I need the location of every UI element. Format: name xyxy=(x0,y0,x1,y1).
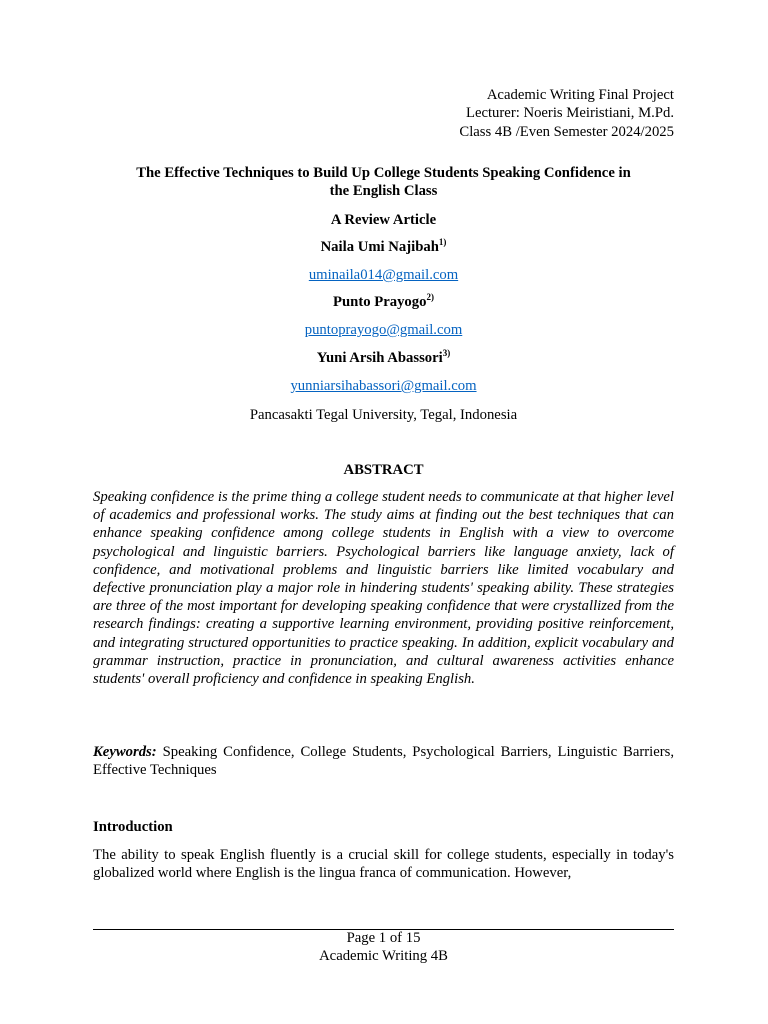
article-type: A Review Article xyxy=(330,212,437,228)
author-3-email-link[interactable]: yunniarsihabassori@gmail.com xyxy=(290,378,477,394)
author-3-name: Yuni Arsih Abassori xyxy=(316,350,443,366)
lecturer-line: Lecturer: Noeris Meiristiani, M.Pd. xyxy=(465,105,674,122)
course-title: Academic Writing Final Project xyxy=(486,87,674,103)
author-2-email-link[interactable]: puntoprayogo@gmail.com xyxy=(304,322,463,338)
author-1 xyxy=(93,238,674,256)
author-1-name: Naila Umi Najibah xyxy=(320,239,439,255)
author-1-email-link[interactable]: uminaila014@gmail.com xyxy=(308,267,459,283)
course-header xyxy=(459,86,674,141)
page-number: Page 1 of 15 xyxy=(346,930,421,946)
author-3-email-row xyxy=(93,377,674,395)
class-semester-line: Class 4B /Even Semester 2024/2025 xyxy=(459,123,674,140)
author-3 xyxy=(93,349,674,367)
page-footer xyxy=(93,930,674,965)
affiliation: Pancasakti Tegal University, Tegal, Indonesia xyxy=(249,407,518,423)
author-2-name: Punto Prayogo xyxy=(333,294,427,310)
author-2-email-row xyxy=(93,321,674,339)
keywords-text: Speaking Confidence, College Students, Psychological Barriers, Linguistic Barriers, Effective Techniques xyxy=(93,744,674,779)
author-1-email-row xyxy=(93,266,674,284)
keywords-paragraph xyxy=(93,743,674,780)
keywords-label: Keywords: xyxy=(93,744,157,760)
article-title xyxy=(93,164,674,201)
author-2 xyxy=(93,293,674,311)
footer-course: Academic Writing 4B xyxy=(319,947,448,964)
author-1-mark: 1) xyxy=(438,237,447,247)
abstract-heading: ABSTRACT xyxy=(343,462,424,478)
author-2-mark: 2) xyxy=(426,292,434,302)
author-3-mark: 3) xyxy=(442,348,451,358)
abstract-body: Speaking confidence is the prime thing a college student needs to communicate at that higher level of academics and professional works. The study aims at finding out the best techniques that can enhance speaking confidence among college students in English with a view to overcome psychological and linguistic barriers. Psychological barriers like language anxiety, lack of confidence, and motivational problems and linguistic barriers like limited vocabulary and defective pronunciation play a major role in hindering students' speaking ability. These strategies are three of the most important for developing speaking confidence that were crystallized from the research findings: creating a supportive learning environment, providing positive reinforcement, and integrating structured opportunities to practice speaking. In addition, explicit vocabulary and grammar instruction, practice in pronunciation, and cultural awareness activities enhance students' overall proficiency and confidence in speaking English. xyxy=(93,489,674,688)
introduction-heading: Introduction xyxy=(93,819,173,835)
article-title-line-1: The Effective Techniques to Build Up College Students Speaking Confidence in xyxy=(136,165,631,181)
article-title-line-2: the English Class xyxy=(329,183,438,200)
introduction-body: The ability to speak English fluently is a crucial skill for college students, especially in today's globalized world where English is the lingua franca of communication. However, xyxy=(93,847,674,882)
